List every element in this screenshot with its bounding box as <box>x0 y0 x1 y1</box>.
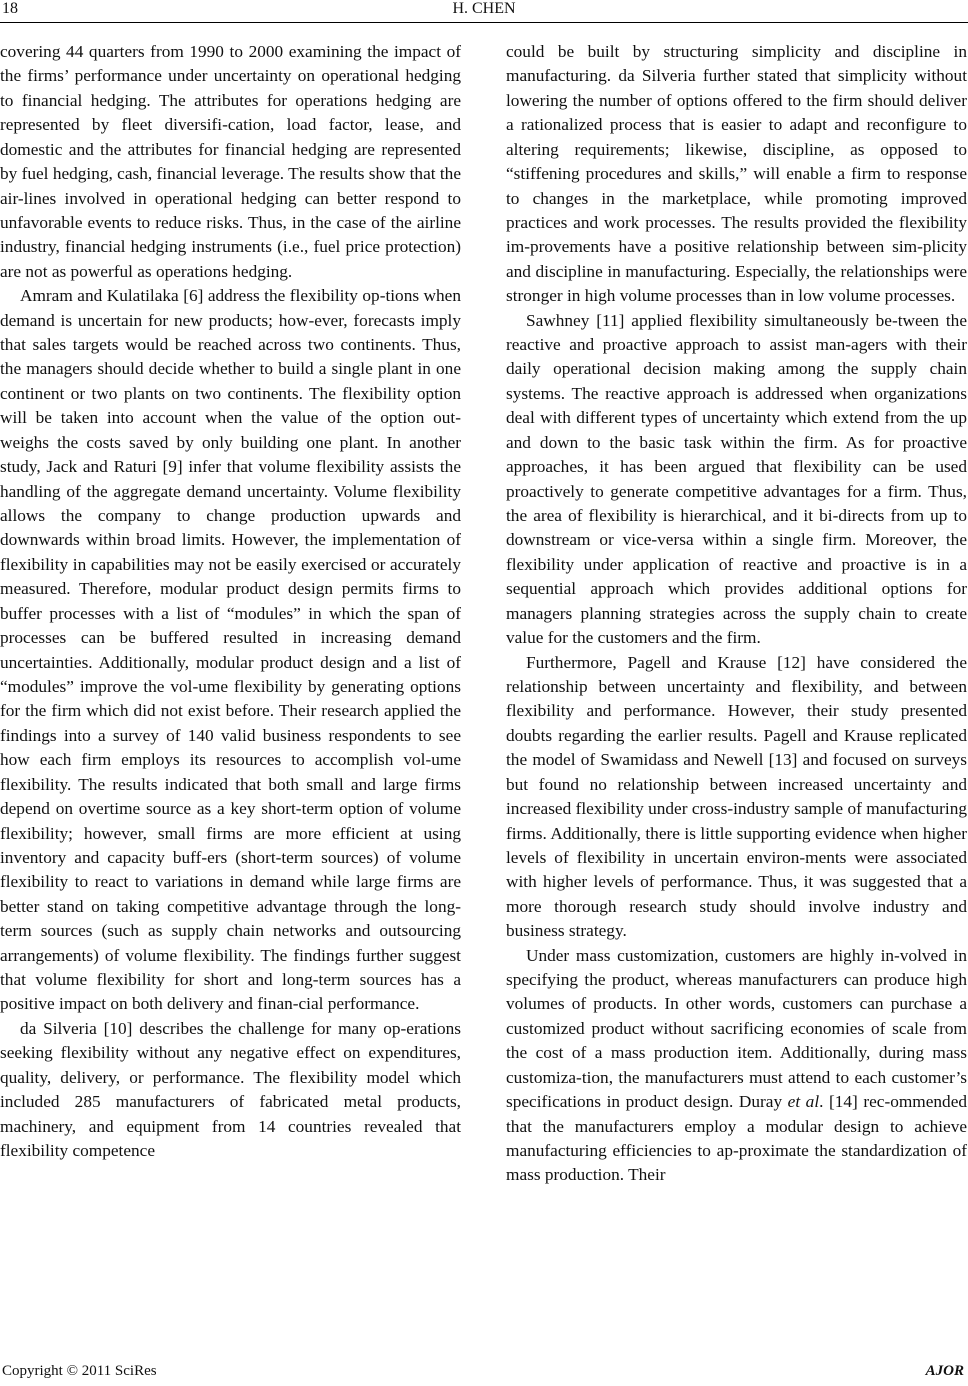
right-paragraph-4 <box>506 944 967 1188</box>
header-rule <box>0 22 968 23</box>
copyright-footer: Copyright © 2011 SciRes <box>2 1363 157 1379</box>
right-paragraph-3: Furthermore, Pagell and Krause [12] have considered the relationship between uncertainty and flexibility, and between flexibility and performance. However, their study presented doubts regarding the earlier results. Pagell and Krause replicated the model of Swamidass and Newell [13] and focused on surveys but found no relationship between increased uncertainty and increased flexibility under cross-industry sample of manufacturing firms. Additionally, there is little supporting evidence when higher levels of flexibility in uncertain environ-ments were associated with higher levels of performance. Thus, it was suggested that a more thorough research study should involve industry and business strategy. <box>506 652 967 941</box>
left-paragraph-3: da Silveria [10] describes the challenge for many op-erations seeking flexibility without any negative effect on expenditures, quality, delivery, or performance. The flexibility model which included 285 manufacturers of fabricated metal products, machinery, and equipment from 14 countries revealed that flexibility competence <box>0 1018 461 1160</box>
right-column <box>506 40 967 1188</box>
page-number: 18 <box>2 0 18 17</box>
left-column <box>0 40 461 1163</box>
running-head: H. CHEN <box>452 0 516 17</box>
et-al-italic: et al <box>787 1092 820 1112</box>
right-paragraph-1: could be built by structuring simplicity and discipline in manufacturing. da Silveria further stated that simplicity without lowering the number of options offered to the firm should deliver a rationalized process that is easier to adapt and reconfigure to altering requirements; likewise, discipline, as opposed to “stiffening procedures and skills,” will enable a firm to response to changes in the marketplace, while promoting improved practices and work processes. The results provided the flexibility im-provements have a positive relationship between sim-plicity and discipline in manufacturing. Especially, the relationships were stronger in high volume processes than in low volume processes. <box>506 42 967 306</box>
journal-footer: AJOR <box>925 1363 964 1379</box>
right-paragraph-2: Sawhney [11] applied flexibility simultaneously be-tween the reactive and proactive approach to assist man-agers with their daily operational decision making among the supply chain systems. The reactive approach is addressed when organizations deal with different types of uncertainty which extend from the up and down to the basic task within the firm. As for proactive approaches, it has been argued that flexibility can be used proactively to generate competitive advantages for a firm. Thus, the area of flexibility is hierarchical, and it bi-directs from up to downstream or vice-versa within a single firm. Moreover, the flexibility under application of reactive and proactive is in a sequential approach which provides additional options for managers planning strategies across the supply chain to create value for the customers and the firm. <box>506 310 967 648</box>
left-paragraph-1: covering 44 quarters from 1990 to 2000 examining the impact of the firms’ performance under uncertainty on operational hedging to financial hedging. The attributes for operations hedging are represented by fleet diversifi-cation, load factor, lease, and domestic and the attributes for financial hedging are represented by fuel hedging, cash, financial leverage. The results show that the air-lines involved in operational hedging can better respond to unfavorable events to reduce risks. Thus, in the case of the airline industry, financial hedging instruments (i.e., fuel price protection) are not as powerful as operations hedging. <box>0 42 461 281</box>
left-paragraph-2: Amram and Kulatilaka [6] address the flexibility op-tions when demand is uncertain for new products; how-ever, forecasts imply that sales targets would be reached across two continents. Thus, the managers should decide whether to build a single plant in one continent or two plants on two continents. The flexibility option will be taken into account when the value of the option out-weighs the costs saved by only building one plant. In another study, Jack and Raturi [9] infer that volume flexibility assists the handling of the aggregate demand uncertainty. Volume flexibility allows the company to change production upwards and downwards within broad limits. However, the implementation of flexibility in capabilities may not be easily exercised or accurately measured. Therefore, modular product design permits firms to buffer processes with a list of “modules” in which the span of processes can be buffered resulted in increasing demand uncertainties. Additionally, modular product design and a list of “modules” improve the vol-ume flexibility by generating options for the firm which did not exist before. Their research applied the findings into a survey of 140 valid business respondents to see how each firm employs its resources to accomplish vol-ume flexibility. The results indicated that both small and large firms depend on overtime source as a key short-term option of volume flexibility; however, small firms are more efficient at using inventory and capacity buff-ers (short-term sources) of volume flexibility to react to variations in demand while large firms are better stand on taking competitive advantage through the long-term sources (such as supply chain networks and outsourcing arrangements) of volume flexibility. The findings further suggest that volume flexibility for short and long-term sources has a positive impact on both delivery and finan-cial performance. <box>0 286 461 1014</box>
right-paragraph-4-text-b: . [14] rec-ommended that the manufacturers employ a modular design to achieve manufacturing efficiencies to ap-proximate the standardization of mass production. Their <box>506 1092 968 1185</box>
right-paragraph-4-text-a: Under mass customization, customers are highly in-volved in specifying the product, whereas manufacturers can produce high volumes of products. In other words, customers can purchase a customized product without sacrificing economies of scale from the cost of a mass production item. Additionally, during mass customiza-tion, the manufacturers must attend to each customer’s specifications in product design. Duray <box>506 945 967 1112</box>
